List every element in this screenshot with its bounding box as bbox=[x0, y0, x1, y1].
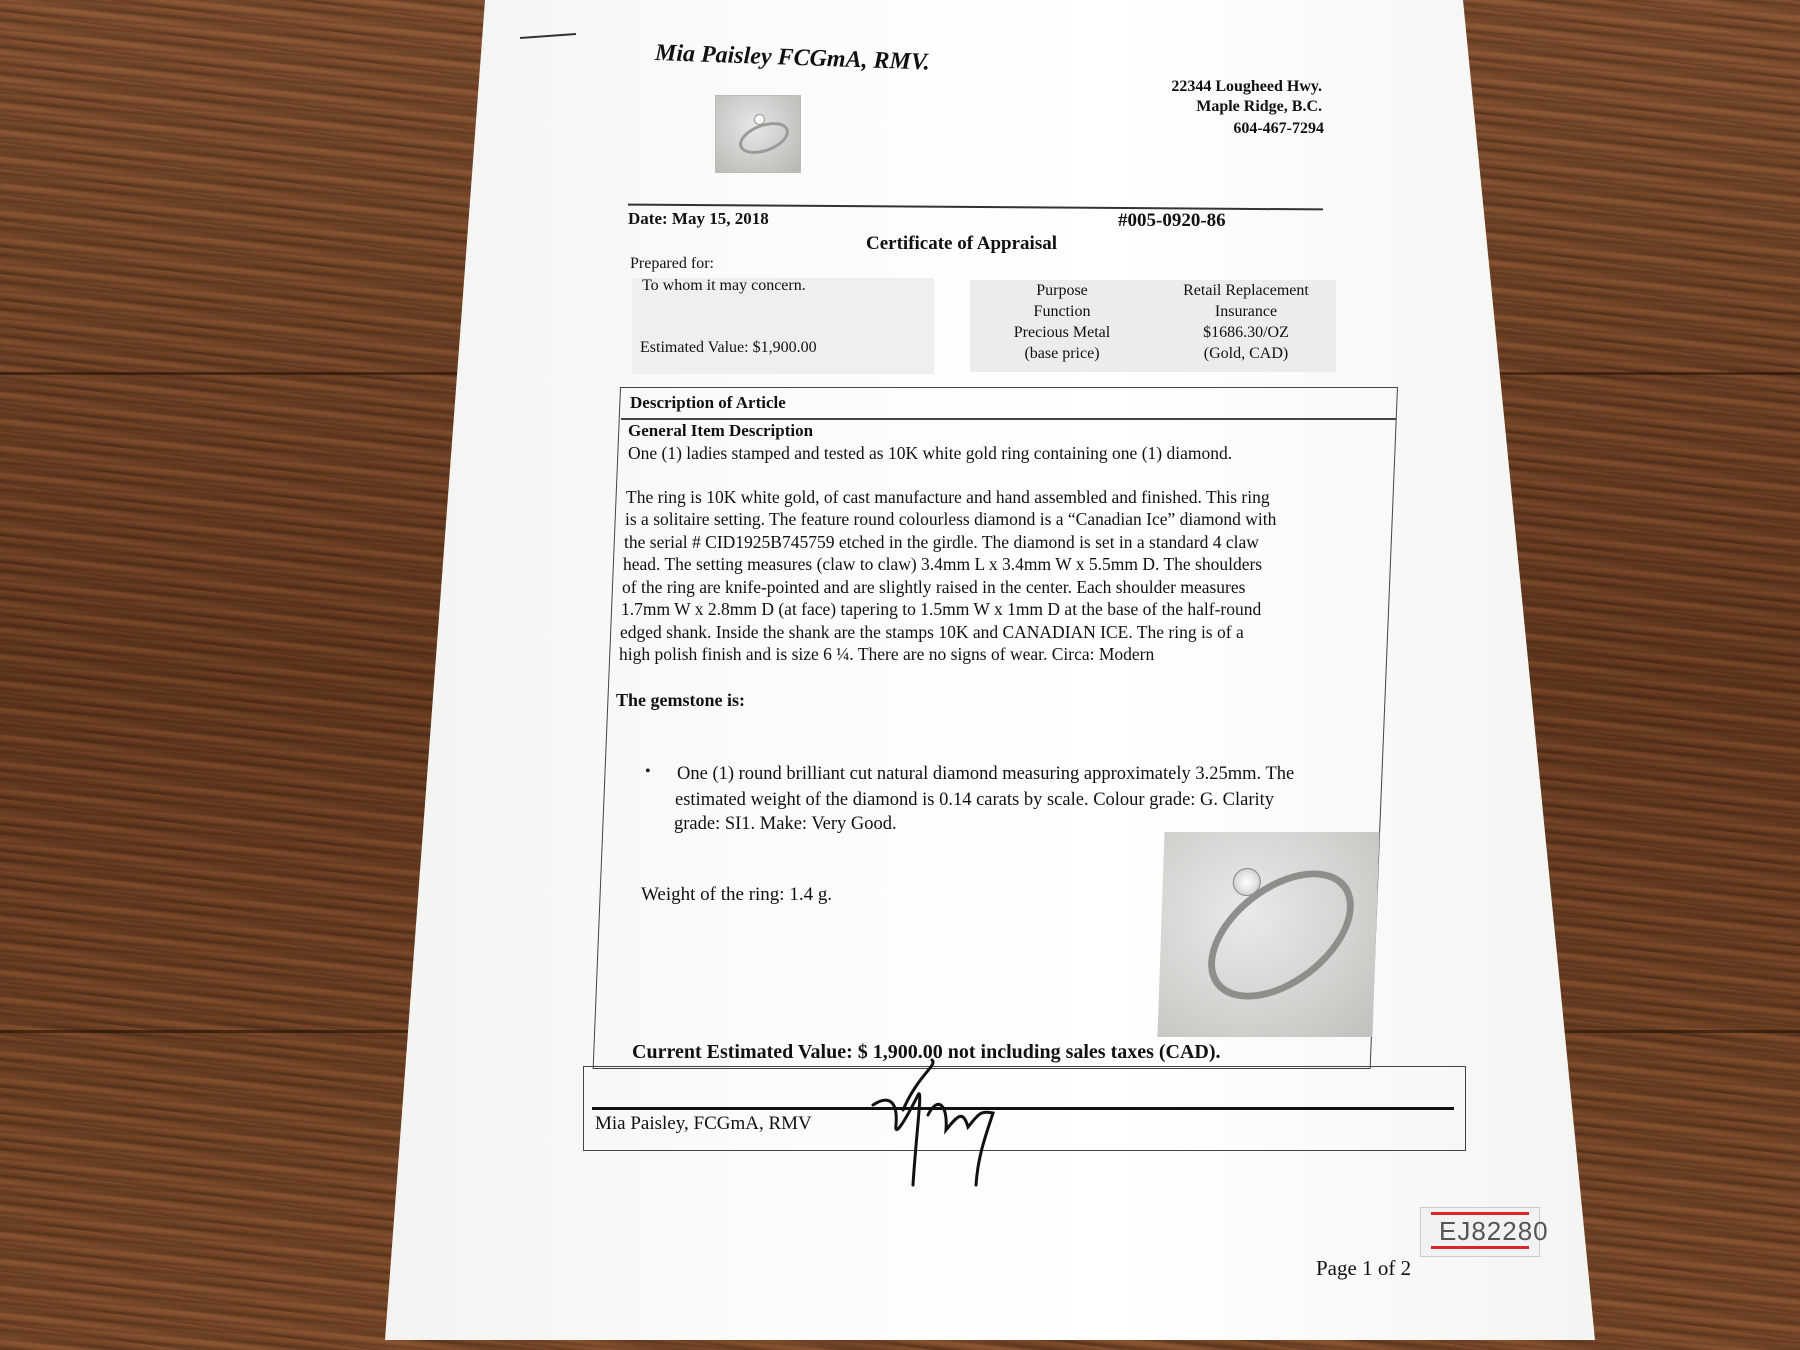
certificate-number: #005-0920-86 bbox=[1118, 210, 1226, 231]
sticker-code: EJ82280 bbox=[1439, 1216, 1549, 1246]
gemstone-line: grade: SI1. Make: Very Good. bbox=[674, 814, 897, 834]
signer-name: Mia Paisley, FCGmA, RMV bbox=[595, 1113, 812, 1134]
address-line-1: 22344 Lougheed Hwy. bbox=[1171, 78, 1322, 95]
description-line: The ring is 10K white gold, of cast manufacture and hand assembled and finished. This ring bbox=[626, 487, 1270, 507]
page-number: Page 1 of 2 bbox=[1316, 1256, 1412, 1280]
detail-value-purpose: Retail Replacement bbox=[1183, 282, 1309, 299]
description-line: edged shank. Inside the shank are the stamps 10K and CANADIAN ICE. The ring is of a bbox=[620, 622, 1244, 642]
address-line-2: Maple Ridge, B.C. bbox=[1196, 98, 1322, 115]
gemstone-line: estimated weight of the diamond is 0.14 carats by scale. Colour grade: G. Clarity bbox=[675, 790, 1275, 810]
signature bbox=[868, 1055, 1008, 1195]
gemstone-line: One (1) round brilliant cut natural diamond measuring approximately 3.25mm. The bbox=[677, 764, 1295, 784]
detail-label-metal: Precious Metal bbox=[1013, 324, 1111, 341]
description-line: is a solitaire setting. The feature round colourless diamond is a “Canadian Ice” diamond with bbox=[625, 509, 1277, 529]
certificate-title: Certificate of Appraisal bbox=[866, 233, 1058, 254]
general-description-heading: General Item Description bbox=[628, 421, 814, 440]
phone-number: 604-467-7294 bbox=[1233, 120, 1324, 137]
ring-weight: Weight of the ring: 1.4 g. bbox=[641, 884, 833, 905]
detail-value-metal: $1686.30/OZ bbox=[1203, 324, 1289, 341]
description-line: the serial # CID1925B745759 etched in the girdle. The diamond is set in a standard 4 claw bbox=[624, 532, 1259, 552]
description-line: of the ring are knife-pointed and are slightly raised in the center. Each shoulder measures bbox=[622, 577, 1246, 597]
detail-value-function: Insurance bbox=[1214, 303, 1278, 320]
detail-label-base: (base price) bbox=[1024, 345, 1100, 362]
description-line: high polish finish and is size 6 ¼. There are no signs of wear. Circa: Modern bbox=[619, 644, 1155, 664]
description-heading: Description of Article bbox=[630, 393, 786, 412]
current-estimated-value: Current Estimated Value: $ 1,900.00 not including sales taxes (CAD). bbox=[632, 1041, 1221, 1063]
appraiser-name: Mia Paisley FCGmA, RMV. bbox=[654, 40, 931, 76]
prepared-for-label: Prepared for: bbox=[630, 255, 714, 272]
inventory-sticker bbox=[1420, 1207, 1549, 1257]
detail-value-base: (Gold, CAD) bbox=[1203, 345, 1289, 362]
item-summary: One (1) ladies stamped and tested as 10K white gold ring containing one (1) diamond. bbox=[628, 443, 1233, 463]
estimated-value: Estimated Value: $1,900.00 bbox=[640, 339, 817, 356]
bullet-icon: • bbox=[645, 763, 651, 780]
ring-thumbnail bbox=[715, 95, 801, 173]
article-header-rule bbox=[621, 418, 1396, 420]
ring-photo bbox=[1157, 832, 1379, 1037]
description-line: 1.7mm W x 2.8mm D (at face) tapering to 1.5mm W x 1mm D at the base of the half-round bbox=[621, 599, 1262, 619]
appraisal-date: Date: May 15, 2018 bbox=[628, 209, 769, 228]
prepared-for-recipient: To whom it may concern. bbox=[642, 277, 806, 294]
description-line: head. The setting measures (claw to claw) 3.4mm L x 3.4mm W x 5.5mm D. The shoulders bbox=[623, 554, 1263, 574]
detail-label-purpose: Purpose bbox=[1036, 282, 1088, 299]
detail-label-function: Function bbox=[1033, 303, 1091, 320]
gemstone-heading: The gemstone is: bbox=[616, 690, 745, 710]
signature-line bbox=[592, 1107, 1454, 1110]
